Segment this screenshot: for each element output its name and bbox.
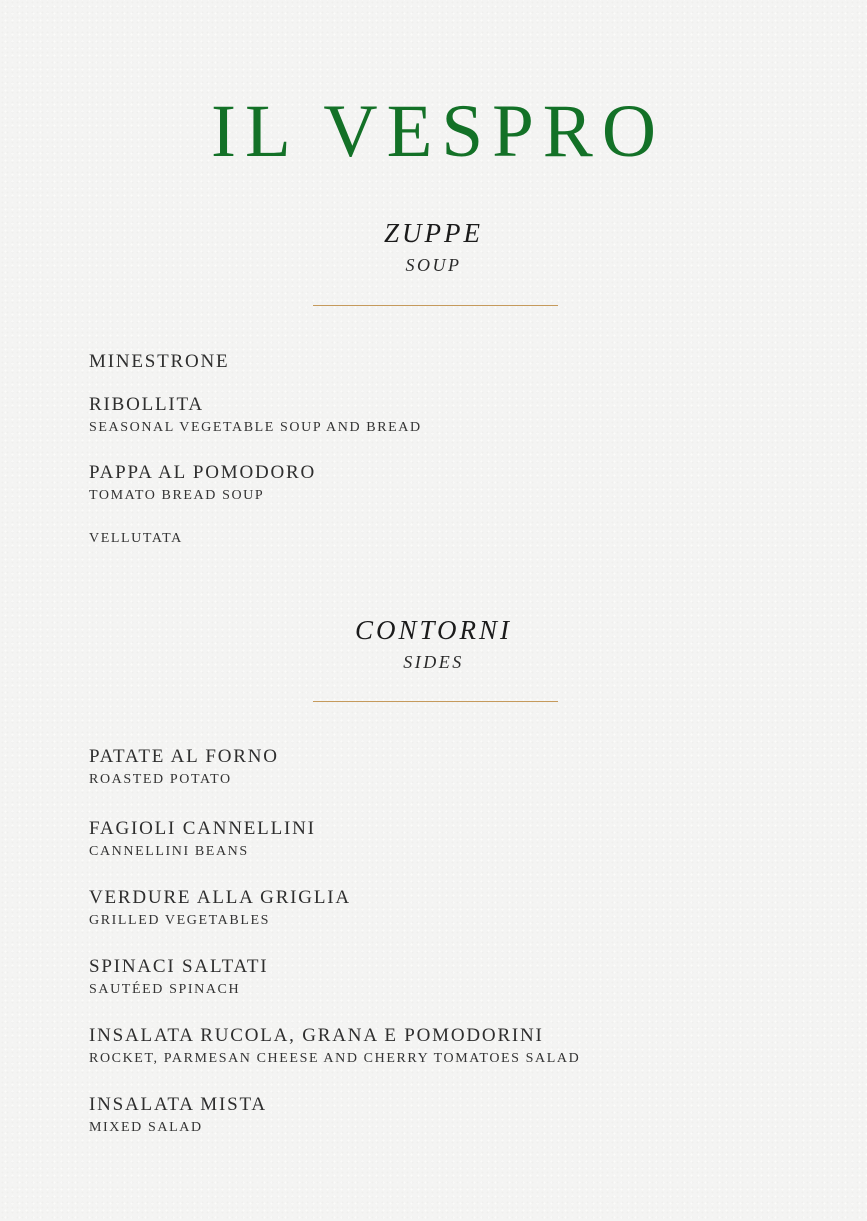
menu-item-name: RIBOLLITA	[89, 394, 204, 415]
menu-item-name: FAGIOLI CANNELLINI	[89, 818, 316, 839]
section-title: ZUPPE	[384, 218, 483, 248]
menu-item	[89, 530, 183, 548]
menu-item	[89, 887, 351, 930]
section-header-contorni	[0, 615, 867, 673]
section-subtitle: SOUP	[405, 255, 462, 275]
menu-item-name: SPINACI SALTATI	[89, 956, 269, 977]
menu-item-description: ROCKET, PARMESAN CHEESE AND CHERRY TOMATOES SALAD	[89, 1051, 581, 1066]
restaurant-name: IL VESPRO	[211, 90, 665, 173]
menu-item-name: VELLUTATA	[89, 531, 183, 546]
menu-item-description: SAUTÉED SPINACH	[89, 982, 241, 997]
menu-item-description: ROASTED POTATO	[89, 772, 232, 787]
menu-item-description: SEASONAL VEGETABLE SOUP AND BREAD	[89, 420, 422, 435]
menu-item-name: PAPPA AL POMODORO	[89, 462, 317, 483]
menu-item	[89, 818, 316, 861]
menu-item-name: VERDURE ALLA GRIGLIA	[89, 887, 351, 908]
menu-item-name: PATATE AL FORNO	[89, 746, 279, 767]
menu-item	[89, 462, 316, 505]
menu-item	[89, 1094, 267, 1137]
section-divider	[313, 305, 558, 306]
menu-item-description: MIXED SALAD	[89, 1120, 203, 1135]
menu-item	[89, 1025, 580, 1068]
menu-item-description: GRILLED VEGETABLES	[89, 913, 271, 928]
menu-item	[89, 746, 279, 789]
section-title: CONTORNI	[354, 615, 513, 645]
menu-item-name: INSALATA MISTA	[89, 1094, 267, 1115]
menu-item	[89, 956, 268, 999]
menu-item	[89, 351, 229, 373]
menu-item-description: CANNELLINI BEANS	[89, 844, 249, 859]
section-subtitle: SIDES	[403, 652, 464, 672]
menu-item	[89, 394, 422, 437]
menu-item-name: MINESTRONE	[89, 351, 230, 372]
menu-item-description: TOMATO BREAD SOUP	[89, 488, 265, 503]
menu-item-name: INSALATA RUCOLA, GRANA E POMODORINI	[89, 1025, 544, 1046]
section-divider	[313, 701, 558, 702]
section-header-zuppe	[0, 218, 867, 276]
